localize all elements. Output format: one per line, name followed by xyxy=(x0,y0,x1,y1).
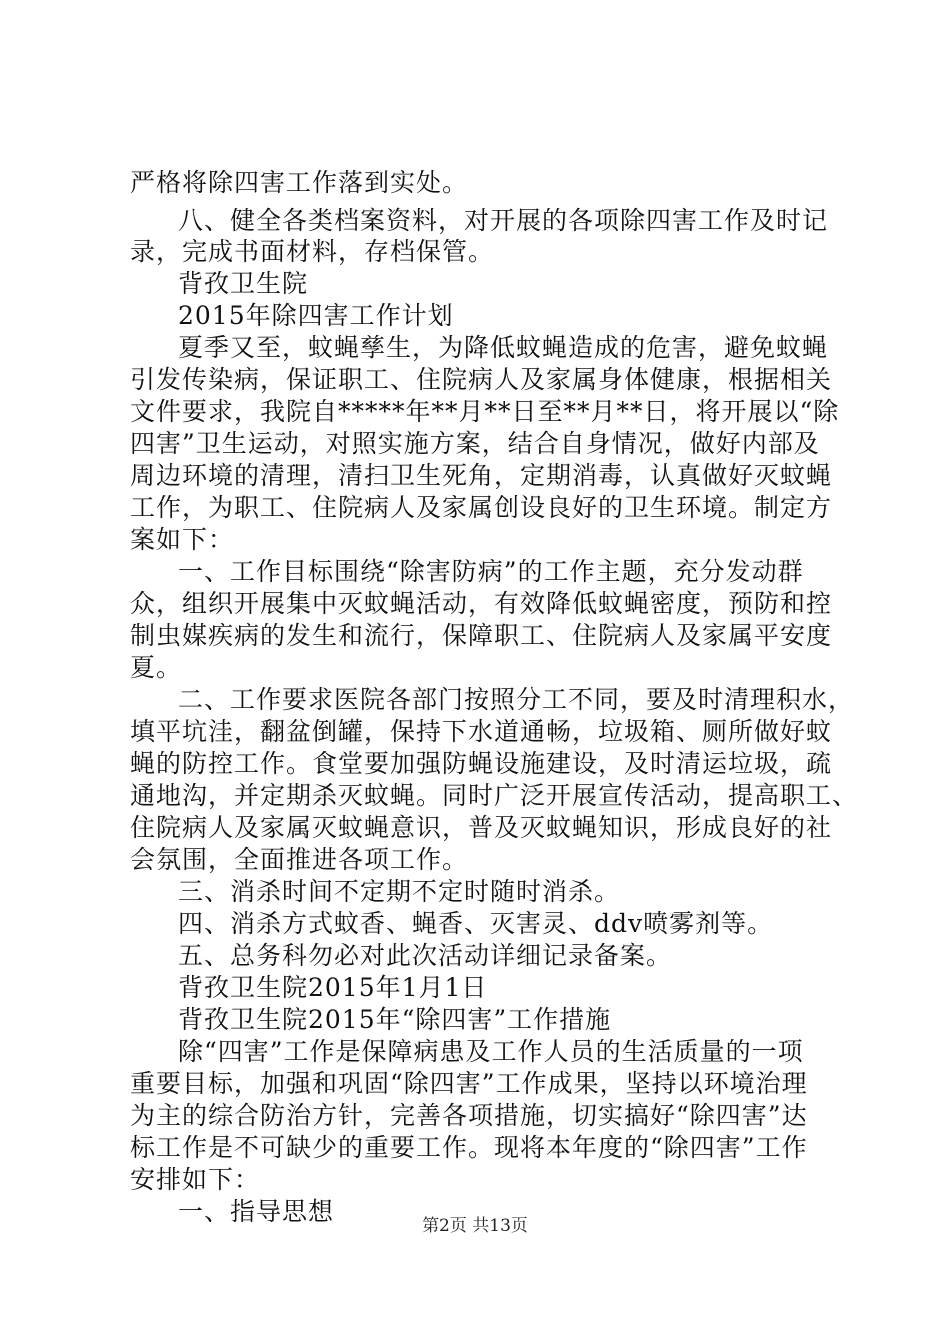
paragraph-line: 工作，为职工、住院病人及家属创设良好的卫生环境。制定方 xyxy=(130,493,833,522)
paragraph-line: 五、总务科勿必对此次活动详细记录备案。 xyxy=(178,941,673,970)
paragraph-line: 标工作是不可缺少的重要工作。现将本年度的“除四害”工作 xyxy=(130,1133,808,1162)
paragraph-line: 文件要求，我院自*****年**月**日至**月**日，将开展以“除 xyxy=(130,397,840,426)
paragraph-line: 严格将除四害工作落到实处。 xyxy=(130,168,469,197)
paragraph-line: 一、指导思想 xyxy=(178,1197,335,1226)
paragraph-line: 除“四害”工作是保障病患及工作人员的生活质量的一项 xyxy=(178,1037,804,1066)
signature-date: 背孜卫生院2015年1月1日 xyxy=(178,973,488,1002)
paragraph-line: 录，完成书面材料，存档保管。 xyxy=(130,237,495,266)
paragraph-line: 引发传染病，保证职工、住院病人及家属身体健康，根据相关 xyxy=(130,365,833,394)
paragraph-line: 众，组织开展集中灭蚊蝇活动，有效降低蚊蝇密度，预防和控 xyxy=(130,589,833,618)
paragraph-line: 四害”卫生运动，对照实施方案，结合自身情况，做好内部及 xyxy=(130,429,820,458)
paragraph-line: 一、工作目标围绕“除害防病”的工作主题，充分发动群 xyxy=(178,557,804,586)
paragraph-line: 安排如下： xyxy=(130,1165,261,1194)
paragraph-line: 会氛围，全面推进各项工作。 xyxy=(130,845,469,874)
paragraph-line: 通地沟，并定期杀灭蚊蝇。同时广泛开展宣传活动，提高职工、 xyxy=(130,781,859,810)
paragraph-line: 八、健全各类档案资料，对开展的各项除四害工作及时记 xyxy=(178,206,829,235)
page-number: 第2页 共13页 xyxy=(422,1216,528,1236)
paragraph-line: 周边环境的清理，清扫卫生死角，定期消毒，认真做好灭蚊蝇 xyxy=(130,461,833,490)
paragraph-line: 三、消杀时间不定期不定时随时消杀。 xyxy=(178,877,621,906)
paragraph-line: 制虫媒疾病的发生和流行，保障职工、住院病人及家属平安度 xyxy=(130,621,833,650)
paragraph-line: 住院病人及家属灭蚊蝇意识，普及灭蚊蝇知识，形成良好的社 xyxy=(130,813,833,842)
paragraph-line: 重要目标，加强和巩固“除四害”工作成果，坚持以环境治理 xyxy=(130,1069,808,1098)
paragraph-line: 案如下： xyxy=(130,525,235,554)
paragraph-line: 为主的综合防治方针，完善各项措施，切实搞好“除四害”达 xyxy=(130,1101,808,1130)
paragraph-line: 四、消杀方式蚊香、蝇香、灭害灵、ddv喷雾剂等。 xyxy=(178,909,774,938)
paragraph-line: 蝇的防控工作。食堂要加强防蝇设施建设，及时清运垃圾，疏 xyxy=(130,749,833,778)
paragraph-line: 夏季又至，蚊蝇孳生，为降低蚊蝇造成的危害，避免蚊蝇 xyxy=(178,333,829,362)
section-title: 背孜卫生院2015年“除四害”工作措施 xyxy=(178,1005,612,1034)
paragraph-line: 夏。 xyxy=(130,653,183,682)
paragraph-line: 二、工作要求医院各部门按照分工不同，要及时清理积水， xyxy=(178,685,855,714)
paragraph-line: 填平坑洼，翻盆倒罐，保持下水道通畅，垃圾箱、厕所做好蚊 xyxy=(130,717,833,746)
hospital-name: 背孜卫生院 xyxy=(178,269,309,298)
section-title: 2015年除四害工作计划 xyxy=(178,301,454,330)
